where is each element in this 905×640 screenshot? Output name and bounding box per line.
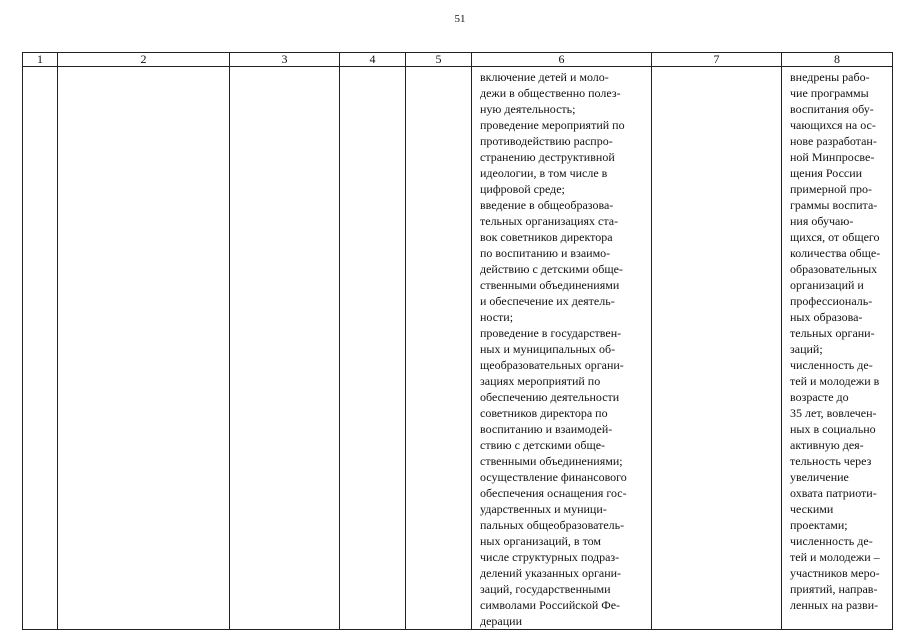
page-number: 51 [454, 13, 466, 25]
column-header-3: 3 [230, 53, 340, 67]
table-row [23, 67, 893, 630]
column-header-1: 1 [23, 53, 58, 67]
column-header-5: 5 [406, 53, 472, 67]
cell-col8-indicators [782, 67, 893, 630]
cell-col5 [406, 67, 472, 630]
cell-col7 [652, 67, 782, 630]
indicators-text: внедрены рабо- чие программы воспитания обу- чающихся на ос- нове разработан- ной Минпросве- щения России примерной про- граммы воспита- ния обучаю- щихся, от общего количества обще- образовательных организаций и профессиональ- ных образова- тельных органи- заций; численность де- тей и молодежи в возрасте до 35 лет, вовлечен- ных в социально активную дея- тельность через увеличение охвата патриоти- ческими проектами; численность де- тей и молодежи – участников меро- приятий, направ- ленных на разви- [790, 70, 881, 612]
activities-text: включение детей и моло- дежи в общественно полез- ную деятельность; проведение мероприятий по противодействию распро- странению деструктивной идеологии, в том числе в цифровой среде; введение в общеобразова- тельных организациях ста- вок советников директора по воспитанию и взаимо- действию с детскими обще- ственными объединениями и обеспечение их деятель- ности; проведение в государствен- ных и муниципальных об- щеобразовательных органи- зациях мероприятий по обеспечению деятельности советников директора по воспитанию и взаимодей- ствию с детскими обще- ственными объединениями; осуществление финансового обеспечения оснащения гос- ударственных и муници- пальных общеобразователь- ных организаций, в том числе структурных подраз- делений указанных органи- заций, государственными символами Российской Фе- дерации [480, 70, 627, 628]
cell-col6-activities [472, 67, 652, 630]
column-header-4: 4 [340, 53, 406, 67]
cell-col1 [23, 67, 58, 630]
column-header-8: 8 [782, 53, 893, 67]
document-table [22, 52, 893, 630]
cell-col4 [340, 67, 406, 630]
header-row [23, 53, 893, 67]
column-header-2: 2 [58, 53, 230, 67]
cell-col2 [58, 67, 230, 630]
column-header-6: 6 [472, 53, 652, 67]
cell-col3 [230, 67, 340, 630]
column-header-7: 7 [652, 53, 782, 67]
